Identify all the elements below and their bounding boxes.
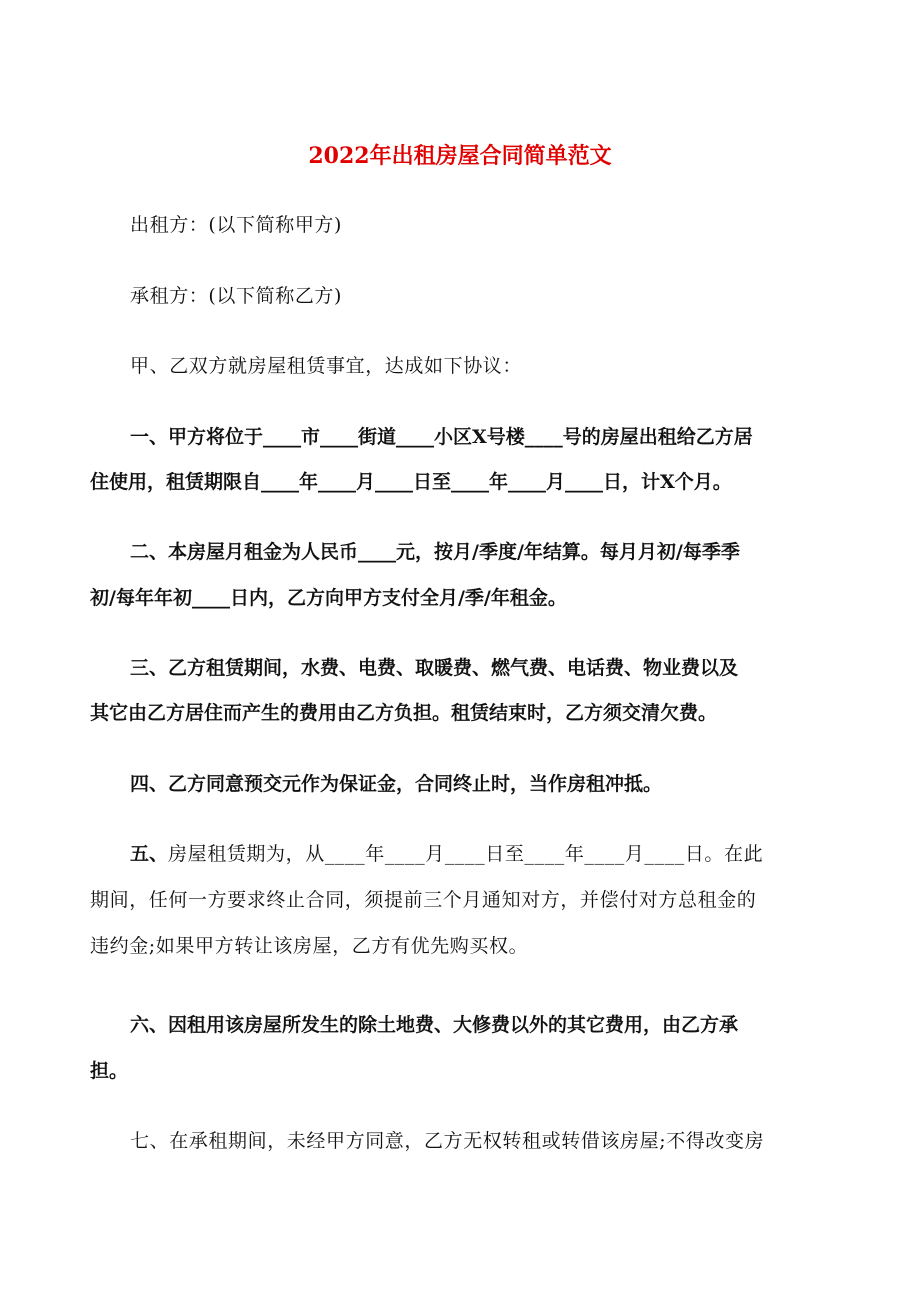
clause-5-line-1-text: 房屋租赁期为，从____年____月____日至____年____月____日。在此: [168, 843, 764, 865]
clause-2-line-1: 二、本房屋月租金为人民币____元，按月/季度/年结算。每月月初/每季季: [130, 541, 740, 563]
clause-1-line-1: 一、甲方将位于____市____街道____小区X号楼____号的房屋出租给乙方居: [130, 426, 753, 448]
preamble-line: 甲、乙双方就房屋租赁事宜，达成如下协议：: [130, 355, 523, 377]
clause-6-line-2: 担。: [90, 1060, 129, 1082]
clause-5-number: 五、: [130, 843, 169, 865]
clause-7-line-1: 七、在承租期间，未经甲方同意，乙方无权转租或转借该房屋;不得改变房: [130, 1130, 765, 1152]
clause-4-line: 四、乙方同意预交元作为保证金，合同终止时，当作房租冲抵。: [130, 773, 663, 795]
lessor-line: 出租方：(以下简称甲方): [130, 214, 343, 236]
clause-6-line-1: 六、因租用该房屋所发生的除土地费、大修费以外的其它费用，由乙方承: [130, 1014, 739, 1036]
clause-3-line-2: 其它由乙方居住而产生的费用由乙方负担。租赁结束时，乙方须交清欠费。: [90, 702, 718, 724]
clause-5-line-2: 期间，任何一方要求终止合同，须提前三个月通知对方，并偿付对方总租金的: [90, 889, 757, 911]
clause-3-line-1: 三、乙方租赁期间，水费、电费、取暖费、燃气费、电话费、物业费以及: [130, 657, 739, 679]
lessee-line: 承租方：(以下简称乙方): [130, 285, 343, 307]
document-title: 2022年出租房屋合同简单范文: [308, 143, 612, 169]
clause-2-line-2: 初/每年年初____日内，乙方向甲方支付全月/季/年租金。: [90, 587, 567, 609]
clause-5-line-3: 违约金;如果甲方转让该房屋，乙方有优先购买权。: [90, 935, 529, 957]
clause-5-line-1: [130, 835, 840, 873]
clause-1-line-2: 住使用，租赁期限自____年____月____日至____年____月____日，计X个月。: [90, 471, 732, 493]
